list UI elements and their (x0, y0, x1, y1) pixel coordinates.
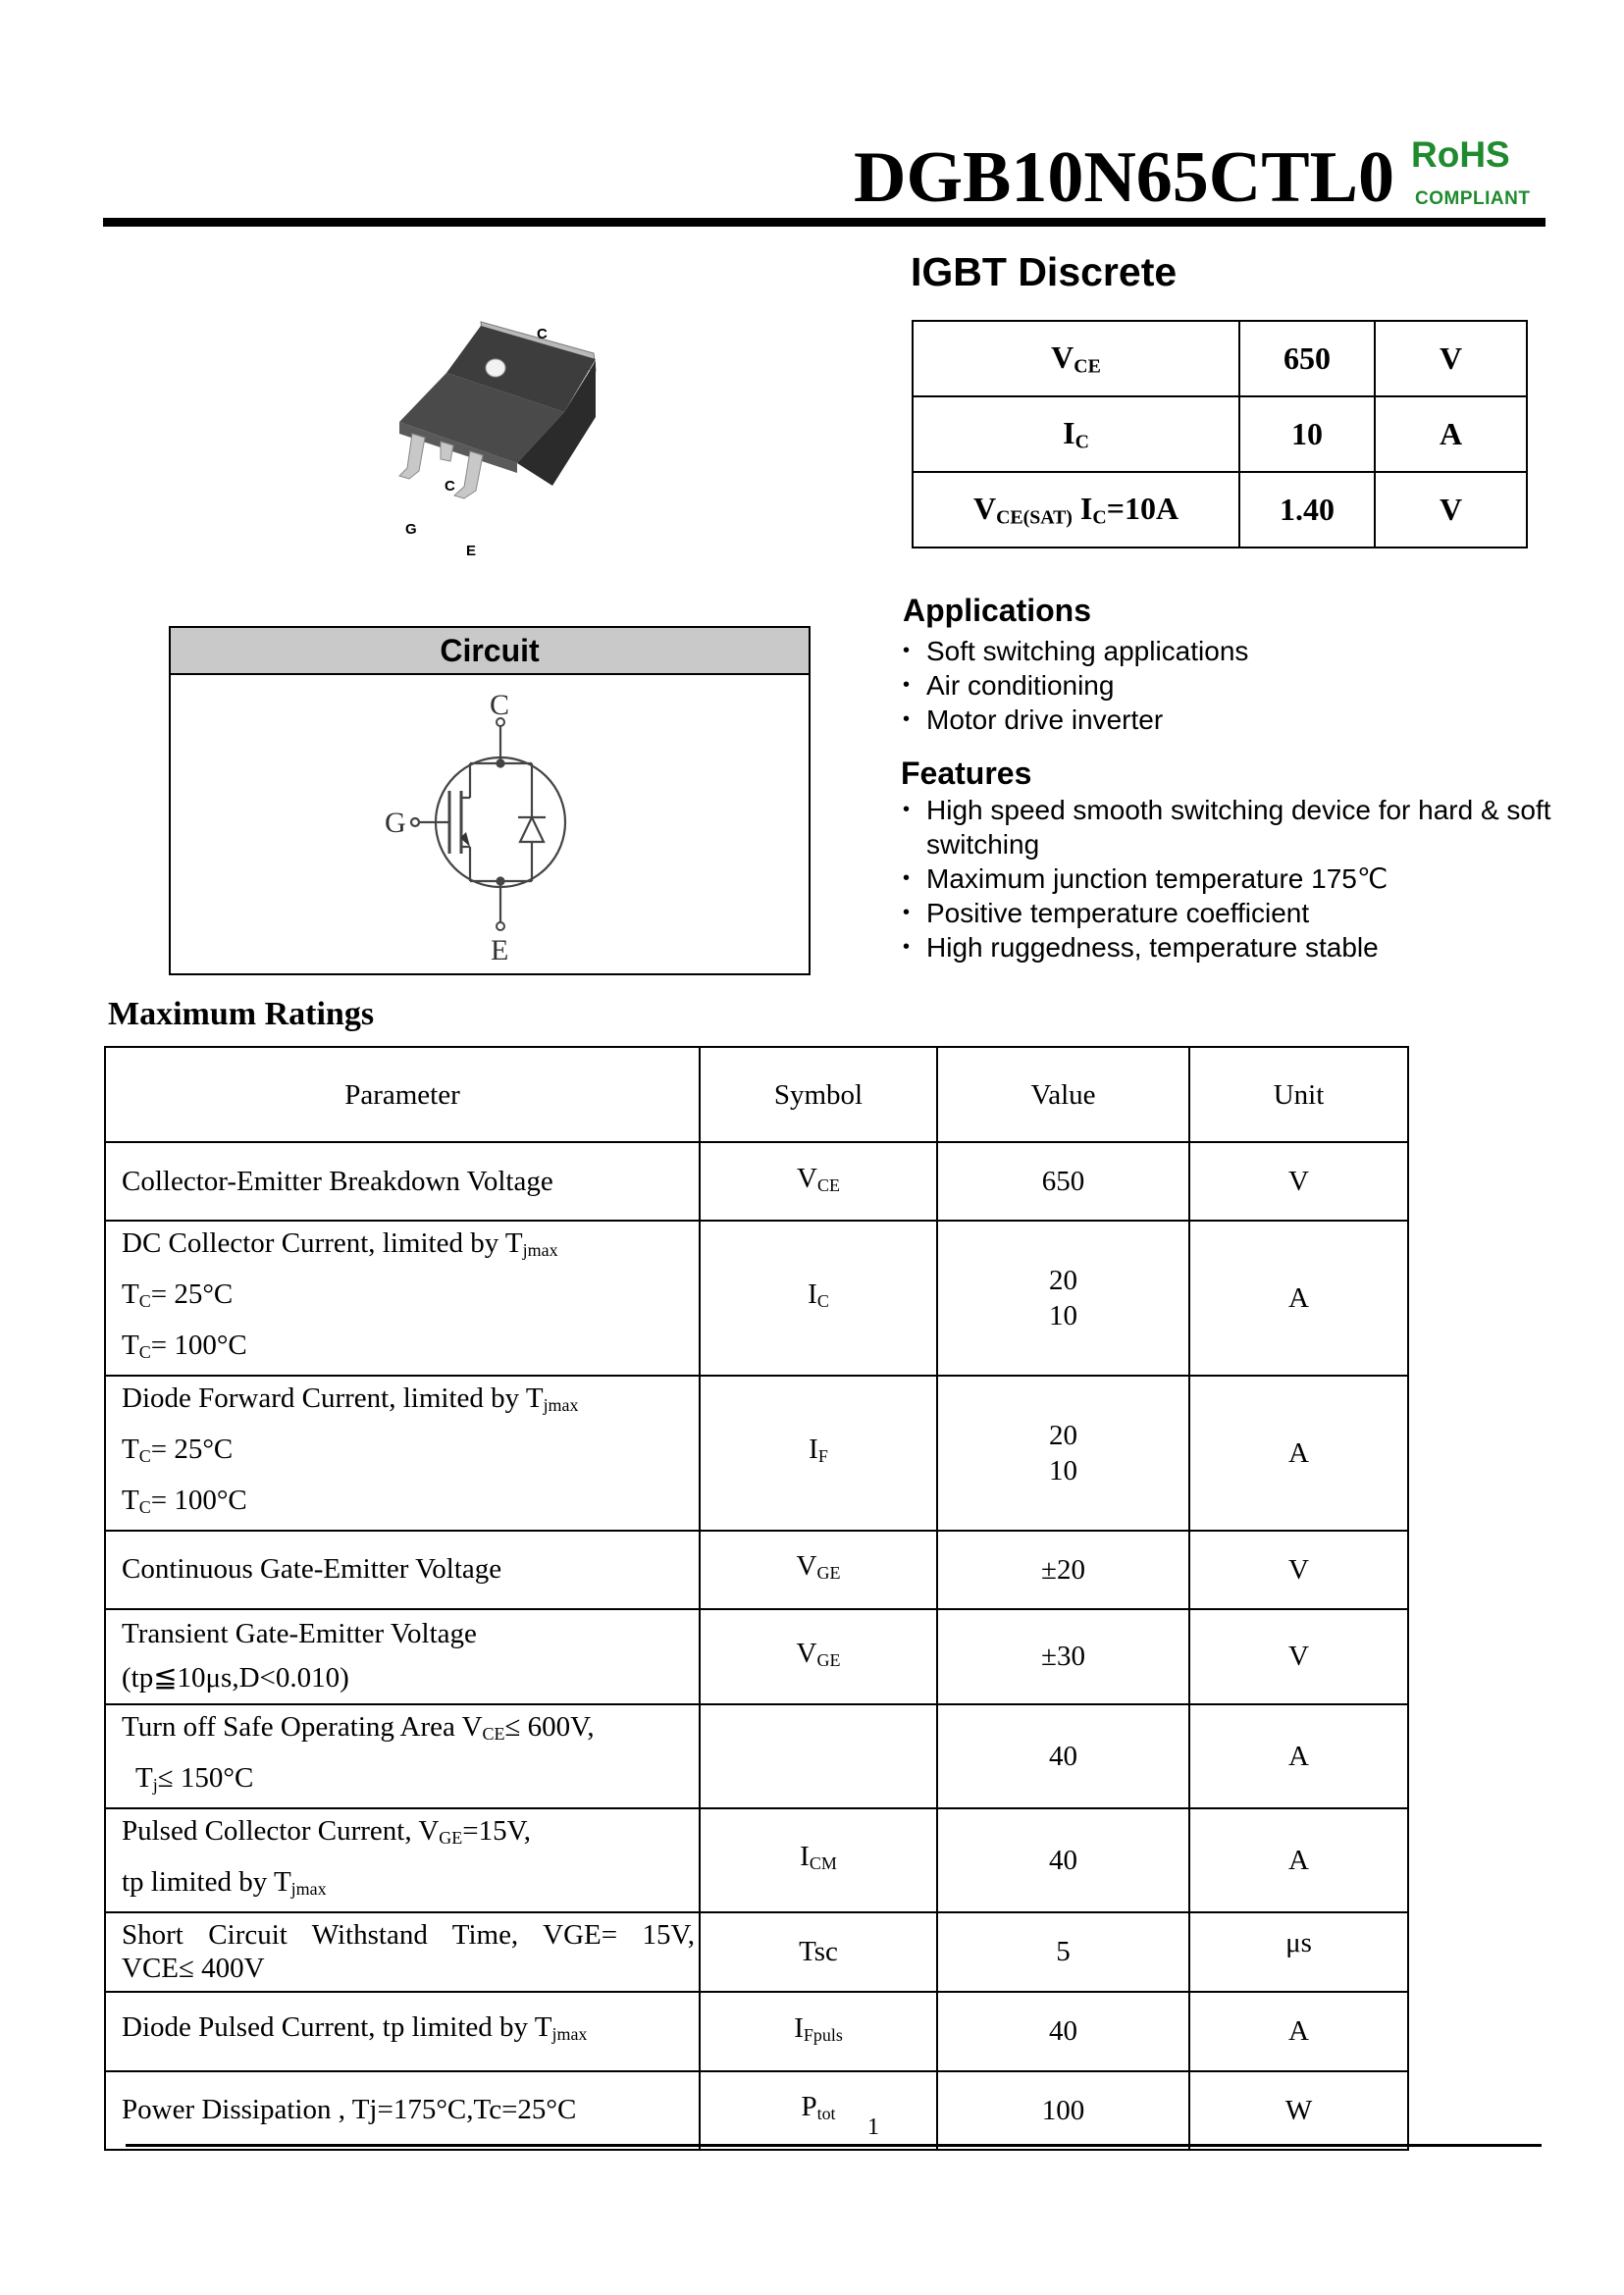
key-spec-value: 1.40 (1239, 472, 1375, 548)
symbol-cell: Tsc (700, 1912, 937, 1992)
circuit-box (169, 626, 811, 975)
list-item: • High ruggedness, temperature stable (903, 932, 1379, 963)
value-cell: ±20 (937, 1531, 1189, 1609)
param-cell: Transient Gate-Emitter Voltage (tp≦10μs,D<0.010) (105, 1609, 700, 1704)
unit-cell: V (1189, 1531, 1408, 1609)
list-item: • Air conditioning (903, 670, 1115, 701)
unit-cell: W (1189, 2071, 1408, 2150)
key-spec-value: 650 (1239, 321, 1375, 396)
part-number-title: DGB10N65CTL0 (854, 137, 1394, 218)
rohs-compliant-label: COMPLIANT (1415, 188, 1531, 209)
max-ratings-table (104, 1046, 1409, 2151)
symbol-cell: $I_{CM}$ (700, 1808, 937, 1912)
circuit-title: Circuit (171, 628, 809, 675)
symbol-cell: $I_{Fpuls}$ (700, 1992, 937, 2071)
list-item: • Soft switching applications (903, 636, 1249, 666)
table-row (105, 1609, 1408, 1704)
param-cell: Turn off Safe Operating Area $V_{CE}\le 600V$, $T_j\le 150^\circ C$ (105, 1704, 700, 1808)
unit-cell: V (1189, 1142, 1408, 1221)
param-cell: Pulsed Collector Current, $V_{GE}=15V$, tp limited by $T_{jmax}$ (105, 1808, 700, 1912)
key-spec-unit: A (1375, 396, 1527, 472)
emitter-label: E (491, 934, 509, 966)
param-cell: Diode Forward Current, limited by $T_{jmax}$ $T_C= 25^\circ C$ $T_C= 100^\circ C$ (105, 1376, 700, 1531)
value-cell: 40 (937, 1704, 1189, 1808)
param-cell: Power Dissipation , Tj=175°C,Tc=25°C (105, 2071, 700, 2150)
unit-cell: A (1189, 1376, 1408, 1531)
table-row (105, 1376, 1408, 1531)
document-subtitle: IGBT Discrete (911, 249, 1178, 294)
unit-cell: A (1189, 1808, 1408, 1912)
symbol-cell: $I_F$ (700, 1376, 937, 1531)
value-cell: 40 (937, 1808, 1189, 1912)
table-row (105, 1221, 1408, 1376)
header-symbol: Symbol (700, 1047, 937, 1142)
table-row (105, 1912, 1408, 1992)
applications-title: Applications (903, 593, 1092, 628)
collector-label: C (490, 689, 510, 721)
table-row (105, 1142, 1408, 1221)
applications-list (901, 634, 1548, 737)
key-spec-row (913, 396, 1527, 472)
page-number: 1 (867, 2114, 879, 2140)
list-item: • Positive temperature coefficient (903, 898, 1310, 928)
table-row (105, 1704, 1408, 1808)
pin-label-c: C (445, 478, 455, 495)
symbol-cell: $V_{GE}$ (700, 1609, 937, 1704)
value-cell: ±30 (937, 1609, 1189, 1704)
key-spec-symbol: $I_C$ (913, 396, 1239, 472)
unit-cell: μs (1189, 1912, 1408, 1992)
gate-label: G (385, 807, 406, 839)
param-cell: Short Circuit Withstand Time, VGE= 15V, VCE≤ 400V (105, 1912, 700, 1992)
value-cell: 40 (937, 1992, 1189, 2071)
unit-cell: A (1189, 1704, 1408, 1808)
value-cell: 20 10 (937, 1221, 1189, 1376)
key-spec-row (913, 321, 1527, 396)
symbol-cell: $V_{GE}$ (700, 1531, 937, 1609)
pin-label-c-tab: C (537, 326, 548, 342)
table-row (105, 1992, 1408, 2071)
igbt-circuit-symbol (171, 675, 809, 973)
table-row (105, 2071, 1408, 2150)
value-cell: 650 (937, 1142, 1189, 1221)
package-drawing (388, 314, 623, 569)
features-list (901, 793, 1551, 965)
param-cell: Continuous Gate-Emitter Voltage (105, 1531, 700, 1609)
key-spec-symbol: $V_{CE}$ (913, 321, 1239, 396)
header-value: Value (937, 1047, 1189, 1142)
unit-cell: A (1189, 1992, 1408, 2071)
symbol-cell: $V_{CE}$ (700, 1142, 937, 1221)
value-cell: 5 (937, 1912, 1189, 1992)
table-row (105, 1808, 1408, 1912)
max-ratings-title: Maximum Ratings (108, 996, 375, 1032)
key-spec-unit: V (1375, 472, 1527, 548)
list-item: • High speed smooth switching device for hard & soft switching (903, 795, 1551, 860)
table-header-row (105, 1047, 1408, 1142)
footer-rule (126, 2144, 1542, 2147)
table-row (105, 1531, 1408, 1609)
list-item: • Maximum junction temperature 175℃ (903, 863, 1388, 894)
value-cell: 20 10 (937, 1376, 1189, 1531)
symbol-cell (700, 1704, 937, 1808)
unit-cell: A (1189, 1221, 1408, 1376)
symbol-cell: $I_C$ (700, 1221, 937, 1376)
pin-label-e: E (466, 543, 477, 559)
key-spec-value: 10 (1239, 396, 1375, 472)
unit-cell: V (1189, 1609, 1408, 1704)
key-spec-unit: V (1375, 321, 1527, 396)
rohs-mark: RoHS (1411, 134, 1510, 175)
key-specs-table (912, 320, 1528, 548)
symbol-cell: $P_{tot}$ (700, 2071, 937, 2150)
header-parameter: Parameter (105, 1047, 700, 1142)
pin-label-g: G (405, 521, 417, 538)
param-cell: Collector-Emitter Breakdown Voltage (105, 1142, 700, 1221)
param-cell: Diode Pulsed Current, tp limited by $T_{jmax}$ (105, 1992, 700, 2071)
key-spec-symbol: $V_{CE(SAT)}$ $I_C=10A$ (913, 472, 1239, 548)
header-unit: Unit (1189, 1047, 1408, 1142)
list-item: • Motor drive inverter (903, 704, 1164, 735)
header-rule (103, 218, 1545, 227)
param-cell: DC Collector Current, limited by $T_{jmax}$ $T_C= 25^\circ C$ $T_C= 100^\circ C$ (105, 1221, 700, 1376)
value-cell: 100 (937, 2071, 1189, 2150)
key-spec-row (913, 472, 1527, 548)
features-title: Features (901, 756, 1032, 791)
